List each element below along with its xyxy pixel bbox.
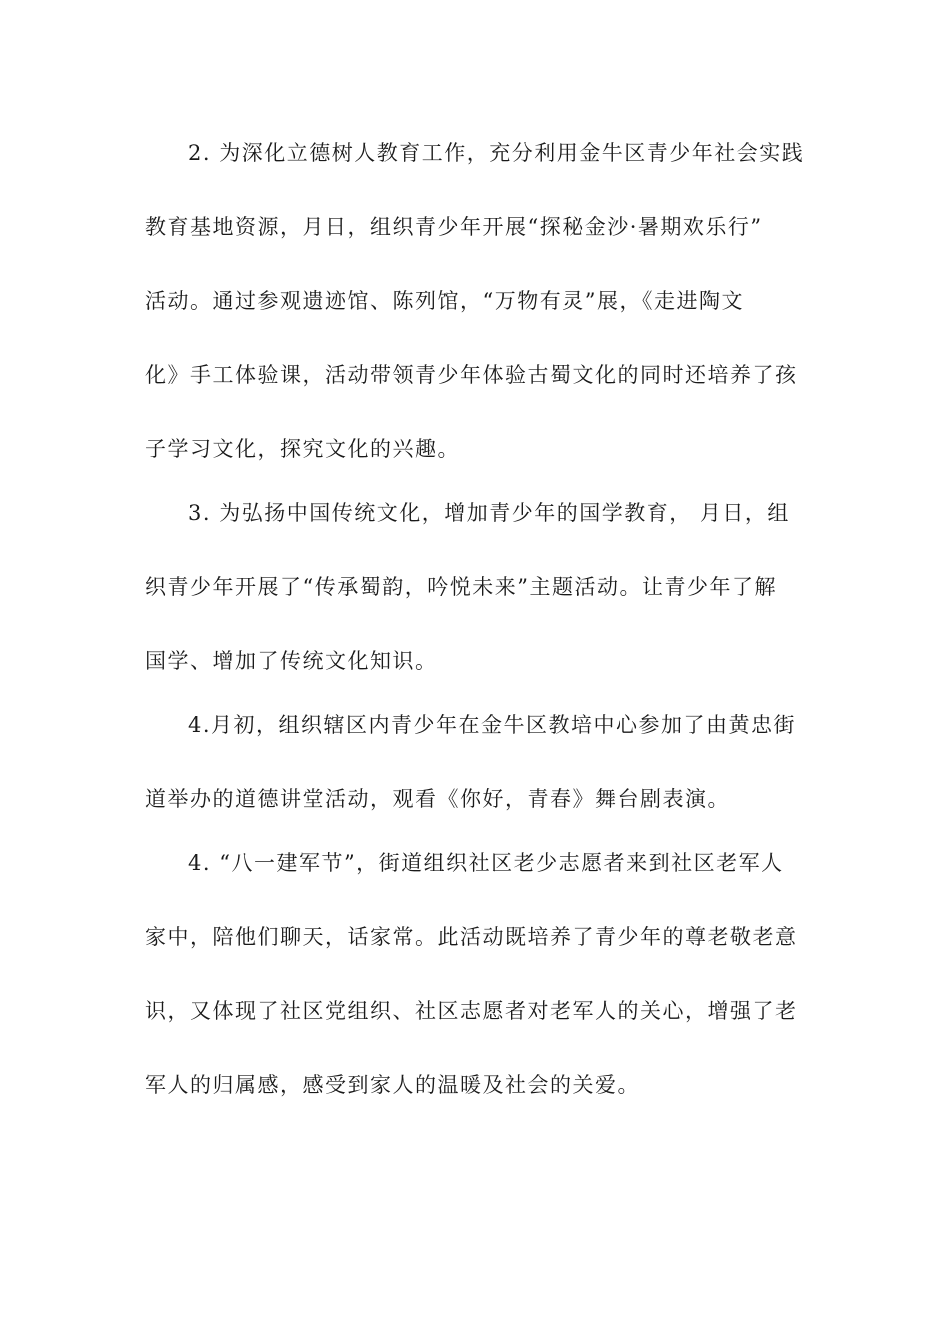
paragraph-line: 2. 为深化立德树人教育工作，充分利用金牛区青少年社会实践 <box>188 141 805 165</box>
paragraph-line: 化》手工体验课，活动带领青少年体验古蜀文化的同时还培养了孩 <box>145 363 798 387</box>
paragraph-line: 军人的归属感，感受到家人的温暖及社会的关爱。 <box>145 1073 640 1097</box>
paragraph-line: 3. 为弘扬中国传统文化，增加青少年的国学教育， 月日，组 <box>188 501 790 525</box>
paragraph-line: 织青少年开展了“传承蜀韵，吟悦未来”主题活动。让青少年了解 <box>145 575 777 599</box>
paragraph-line: 道举办的道德讲堂活动，观看《你好，青春》舞台剧表演。 <box>145 787 730 811</box>
paragraph-line: 活动。通过参观遗迹馆、陈列馆，“万物有灵”展，《走进陶文 <box>145 289 744 313</box>
paragraph-line: 识，又体现了社区党组织、社区志愿者对老军人的关心，增强了老 <box>145 999 798 1023</box>
paragraph-line: 国学、增加了传统文化知识。 <box>145 649 438 673</box>
paragraph-line: 子学习文化，探究文化的兴趣。 <box>145 437 460 461</box>
paragraph-line: 4. “八一建军节”，街道组织社区老少志愿者来到社区老军人 <box>188 851 784 875</box>
paragraph-line: 教育基地资源，月日，组织青少年开展“探秘金沙·暑期欢乐行” <box>145 215 763 239</box>
paragraph-line: 4.月初，组织辖区内青少年在金牛区教培中心参加了由黄忠街 <box>188 713 797 737</box>
paragraph-line: 家中，陪他们聊天，话家常。此活动既培养了青少年的尊老敬老意 <box>145 925 798 949</box>
